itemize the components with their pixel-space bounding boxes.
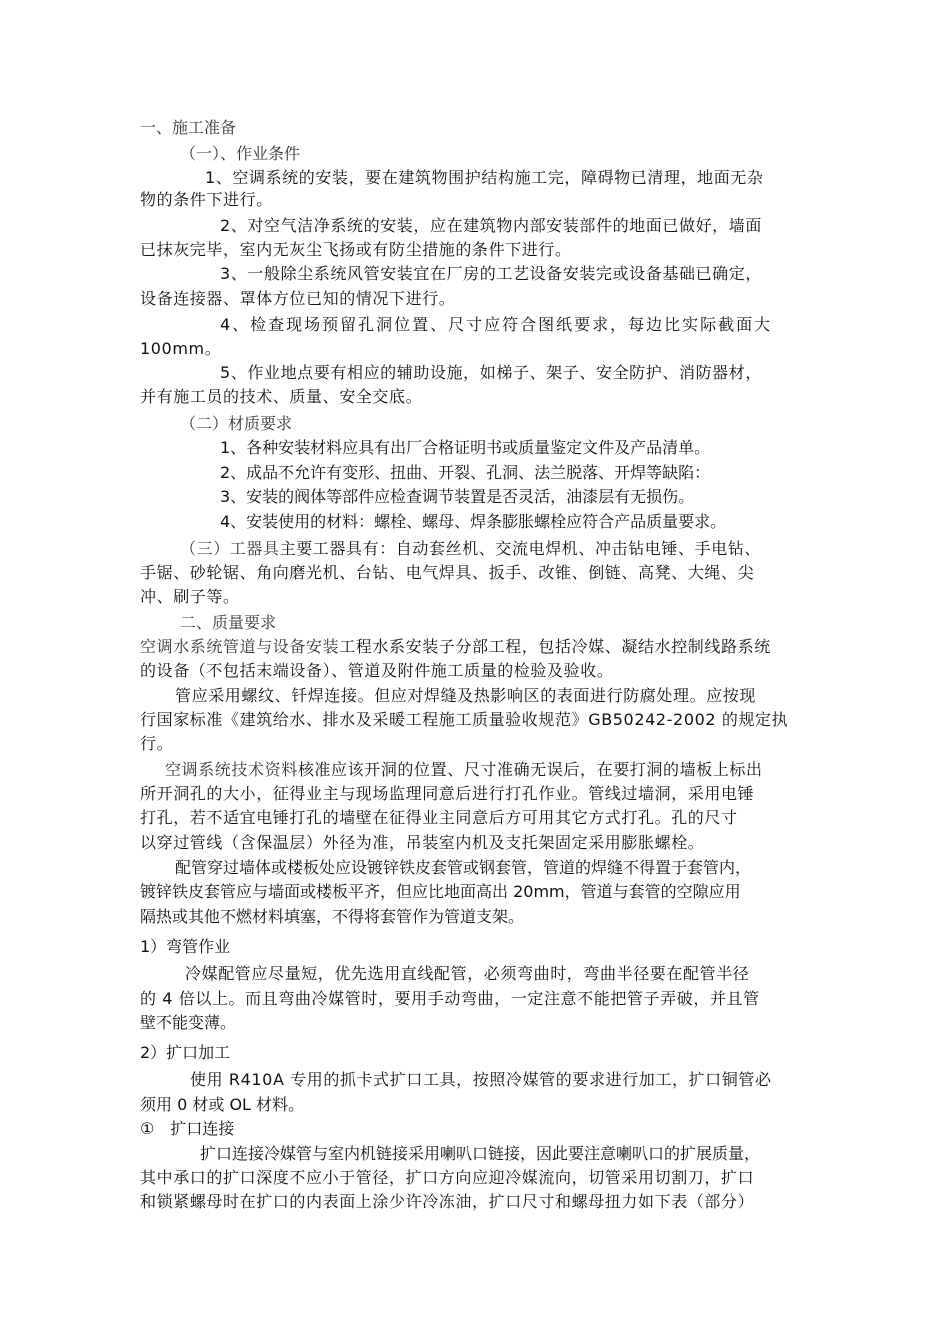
subheading-tools: （三）工器具 (180, 539, 280, 558)
work-condition-3-line2: 设备连接器、罩体方位已知的情况下进行。 (140, 289, 456, 308)
material-requirement-4: 4、安装使用的材料：螺栓、螺母、焊条膨胀螺栓应符合产品质量要求。 (220, 512, 727, 531)
quality-para1-text: 工程水系安装子分部工程，包括冷媒、凝结水控制线路系统 (339, 637, 771, 656)
flare-line2: 须用 0 材或 OL 材料。 (140, 1095, 305, 1114)
quality-para1-lead: 空调水系统管道与设备安装 (140, 637, 340, 656)
section-heading-construction-prep: 一、施工准备 (140, 118, 237, 137)
work-condition-4-line2: 100mm。 (140, 339, 222, 358)
quality-para1-line2: 的设备（不包括末端设备）、管道及附件施工质量的检验及验收。 (140, 661, 614, 680)
section-heading-quality-requirements: 二、质量要求 (180, 613, 277, 632)
quality-para4-line3: 隔热或其他不燃材料填塞，不得将套管作为管道支架。 (140, 907, 525, 926)
bend-line3: 壁不能变薄。 (140, 1013, 237, 1032)
quality-para3-lead: 空调系统技术资料 (165, 760, 298, 779)
quality-para3-text: 核准应该开洞的位置、尺寸准确无误后，在要打洞的墙板上标出 (297, 760, 763, 779)
bend-line2: 的 4 倍以上。而且弯曲冷媒管时，要用手动弯曲，一定注意不能把管子弄破，并且管 (140, 989, 760, 1008)
work-condition-2-line2: 已抹灰完毕，室内无灰尘飞扬或有防尘措施的条件下进行。 (140, 240, 572, 259)
tools-text: 主要工器具有：自动套丝机、交流电焊机、冲击钻电锤、手电钻、 (279, 539, 762, 558)
flare-line1: 使用 R410A 专用的抓卡式扩口工具，按照冷媒管的要求进行加工，扩口铜管必 (190, 1070, 772, 1089)
work-condition-1-line1: 1、空调系统的安装，要在建筑物围护结构施工完，障碍物已清理，地面无杂 (205, 168, 764, 187)
quality-para1-line1 (140, 635, 771, 659)
quality-para3-line4: 以穿过管线（含保温层）外径为准，吊装室内机及支托架固定采用膨胀螺栓。 (140, 833, 705, 852)
quality-para3-line3: 打孔，若不适宜电锤打孔的墙壁在征得业主同意后方可用其它方式打孔。孔的尺寸 (140, 808, 738, 827)
work-condition-5-line1: 5、作业地点要有相应的辅助设施，如梯子、架子、安全防护、消防器材， (220, 363, 762, 382)
subheading-work-conditions: （一）、作业条件 (180, 144, 301, 163)
quality-para2-line1: 管应采用螺纹、钎焊连接。但应对焊缝及热影响区的表面进行防腐处理。应按现 (175, 686, 757, 705)
quality-para3-line2: 所开洞孔的大小，征得业主与现场监理同意后进行打孔作业。管线过墙洞，采用电锤 (140, 784, 755, 803)
material-requirement-3: 3、安装的阀体等部件应检查调节装置是否灵活，油漆层有无损伤。 (220, 487, 695, 506)
flare-connection-line1: 扩口连接冷媒管与室内机链接采用喇叭口链接，因此要注意喇叭口的扩展质量， (200, 1144, 761, 1163)
work-condition-2-line1: 2、对空气洁净系统的安装，应在建筑物内部安装部件的地面已做好，墙面 (220, 216, 762, 235)
bend-line1: 冷媒配管应尽量短，优先选用直线配管，必须弯曲时，弯曲半径要在配管半径 (185, 964, 750, 983)
work-condition-3-line1: 3、一般除尘系统风管安装宜在厂房的工艺设备安装完或设备基础已确定， (220, 264, 762, 283)
material-requirement-1: 1、各种安装材料应具有出厂合格证明书或质量鉴定文件及产品清单。 (220, 438, 711, 457)
tools-paragraph-line1 (180, 537, 761, 561)
subheading-material-requirements: （二）材质要求 (180, 414, 293, 433)
flare-connection-line2: 其中承口的扩口深度不应小于管径，扩口方向应迎冷媒流向，切管采用切割刀，扩口 (140, 1168, 755, 1187)
material-requirement-2: 2、成品不允许有变形、扭曲、开裂、孔洞、法兰脱落、开焊等缺陷： (220, 463, 711, 482)
bend-heading: 1）弯管作业 (140, 937, 231, 956)
quality-para4-line1: 配管穿过墙体或楼板处应设镀锌铁皮套管或钢套管，管道的焊缝不得置于套管内， (175, 858, 752, 877)
work-condition-5-line2: 并有施工员的技术、质量、安全交底。 (140, 387, 423, 406)
quality-para3-line1 (165, 758, 763, 782)
quality-para4-line2: 镀锌铁皮套管应与墙面或楼板平齐，但应比地面高出 20mm，管道与套管的空隙应用 (140, 882, 741, 901)
work-condition-4-line1: 4、检查现场预留孔洞位置、尺寸应符合图纸要求，每边比实际截面大 (220, 315, 773, 334)
work-condition-1-line2: 物的条件下进行。 (140, 190, 273, 209)
flare-connection-line3: 和锁紧螺母时在扩口的内表面上涂少许冷冻油，扩口尺寸和螺母扭力如下表（部分） (140, 1192, 755, 1211)
tools-paragraph-line3: 冲、刷子等。 (140, 587, 240, 606)
quality-para2-line2: 行国家标准《建筑给水、排水及采暖工程施工质量验收规范》GB50242-2002 的规定执 (140, 710, 789, 729)
tools-paragraph-line2: 手锯、砂轮锯、角向磨光机、台钻、电气焊具、扳手、改锥、倒链、高凳、大绳、尖 (140, 563, 755, 582)
quality-para2-line3: 行。 (140, 734, 174, 753)
flare-connection-heading: ① 扩口连接 (140, 1119, 235, 1138)
flare-heading: 2）扩口加工 (140, 1043, 231, 1062)
